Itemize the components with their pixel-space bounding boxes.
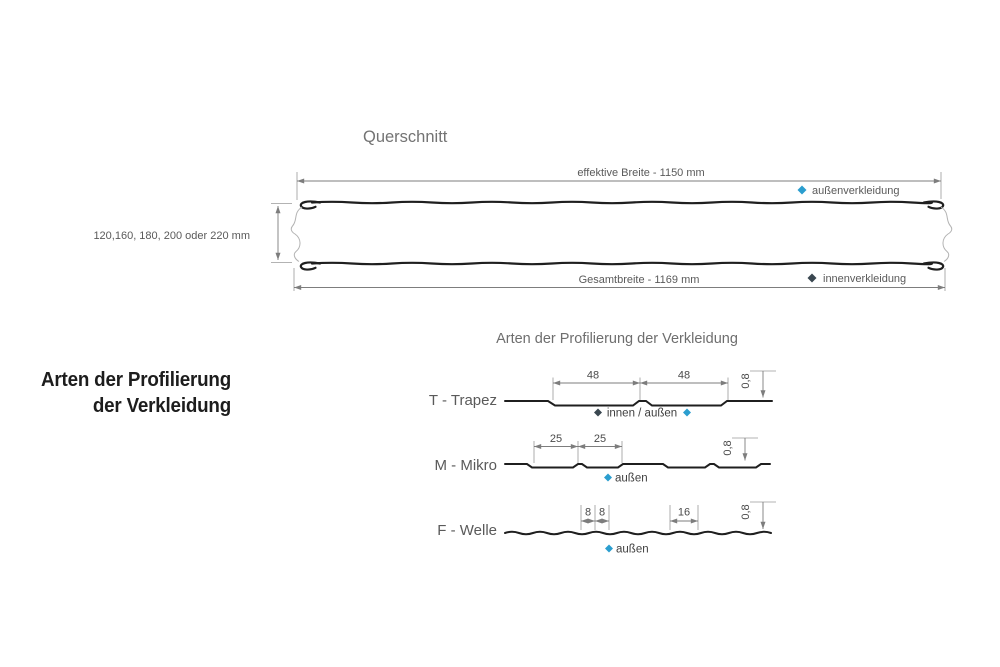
outer-cladding-diamond-icon <box>798 186 807 195</box>
dim-value: 16 <box>677 506 691 519</box>
profile-row-welle <box>437 502 776 556</box>
side-heading-line1: Arten der Profilierung <box>41 368 231 392</box>
welle-profile-line <box>505 532 771 534</box>
thickness-options-label: 120,160, 180, 200 oder 220 mm <box>93 230 250 242</box>
trapez-note: innen / außen <box>606 407 678 420</box>
outer-sheet-line <box>312 202 932 203</box>
hook-bottom-left <box>301 262 320 269</box>
trapez-label: T - Trapez <box>428 392 497 409</box>
dim-value: 8 <box>598 506 606 519</box>
welle-note: außen <box>616 543 649 556</box>
aussen-diamond-icon <box>605 545 613 553</box>
side-heading <box>41 368 231 417</box>
edge-profile-right <box>941 207 952 262</box>
profile-row-mikro <box>435 433 771 485</box>
edge-profile-left <box>291 207 302 262</box>
thickness-value: 0,8 <box>722 440 734 456</box>
welle-label: F - Welle <box>437 522 497 539</box>
aussen-diamond-icon <box>604 474 612 482</box>
hook-top-left <box>301 201 320 208</box>
aussen-diamond-icon <box>683 409 691 417</box>
cross-section-title: Querschnitt <box>363 128 448 146</box>
hook-bottom-right <box>924 262 943 269</box>
dim-value: 8 <box>584 506 592 519</box>
outer-cladding-label: außenverkleidung <box>812 185 900 197</box>
effective-width-label: effektive Breite - 1150 mm <box>577 167 705 179</box>
dim-value: 25 <box>593 433 607 445</box>
mikro-label: M - Mikro <box>434 457 497 474</box>
inner-cladding-diamond-icon <box>808 274 817 283</box>
cross-section-diagram <box>93 128 951 291</box>
dim-value: 25 <box>549 433 563 445</box>
mikro-note: außen <box>615 472 648 485</box>
dim-value: 48 <box>677 369 691 382</box>
innen-diamond-icon <box>594 409 602 417</box>
total-width-label: Gesamtbreite - 1169 mm <box>578 274 700 286</box>
hook-top-right <box>924 201 943 208</box>
mikro-profile-line <box>505 464 770 468</box>
thickness-value: 0,8 <box>740 373 752 389</box>
side-heading-line2: der Verkleidung <box>92 394 231 418</box>
thickness-value: 0,8 <box>740 504 752 520</box>
inner-cladding-label: innenverkleidung <box>823 273 907 285</box>
profiles-section <box>41 331 776 556</box>
trapez-profile-line <box>505 401 772 406</box>
dim-value: 48 <box>586 369 600 382</box>
profiles-heading: Arten der Profilierung der Verkleidung <box>496 331 738 347</box>
inner-sheet-line <box>312 263 932 264</box>
profile-row-trapez <box>429 370 776 420</box>
